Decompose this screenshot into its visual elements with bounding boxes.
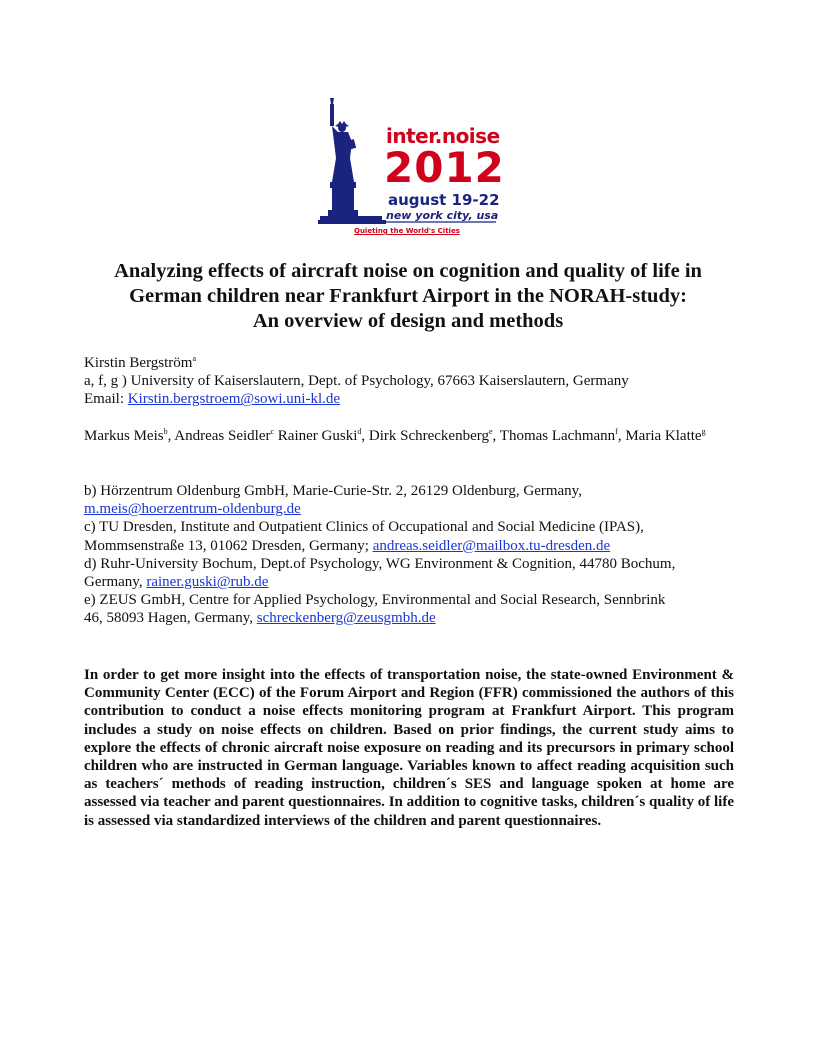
coauthor-affiliation-mark: g: [701, 427, 706, 436]
title-line: German children near Frankfurt Airport in the NORAH-study:: [129, 285, 687, 307]
affiliation-e: e) ZEUS GmbH, Centre for Applied Psychology, Environmental and Social Research, Sennbrink: [84, 592, 666, 609]
logo-year: 2012: [384, 143, 505, 192]
author-name: Kirstin Bergström: [84, 355, 193, 371]
coauthor-affiliation-mark: e: [488, 427, 493, 436]
title-line: An overview of design and methods: [252, 310, 564, 332]
paper-title: [60, 259, 756, 334]
affiliation-d-email-link[interactable]: rainer.guski@rub.de: [146, 574, 269, 591]
coauthor-name: Markus Meis: [84, 428, 164, 444]
coauthor-affiliation-mark: d: [357, 427, 362, 436]
affiliation-d-address: Germany,: [84, 574, 147, 591]
author-affiliation: a, f, g ) University of Kaiserslautern, Dept. of Psychology, 67663 Kaiserslautern, Germany: [84, 373, 629, 390]
coauthor-affiliation-mark: b: [163, 427, 168, 436]
coauthor-name: Rainer Guski: [277, 428, 358, 444]
abstract-text: In order to get more insight into the effects of transportation noise, the state-owned Environment & Community Center (ECC) of the Forum Airport and Region (FFR) commissioned the authors of this contribution to conduct a noise effects monitoring program at Frankfurt Airport. This program includes a study on noise effects on children. Based on prior findings, the current study aims to explore the effects of chronic aircraft noise exposure on reading and its precursors in primary school children who are instructed in German language. Variables known to affect reading acquisition such as teachers´ methods of reading instruction, children´s SES and language spoken at home are assessed via teacher and parent questionnaires. In addition to cognitive tasks, children´s quality of life is assessed via standardized interviews of the children and parent questionnaires.: [84, 667, 734, 829]
affiliation-e-address: 46, 58093 Hagen, Germany,: [84, 610, 257, 627]
coauthor-name: Thomas Lachmann: [499, 428, 616, 444]
logo-slogan: Quieting the World's Cities: [354, 227, 460, 235]
conference-logo: [318, 96, 508, 244]
affiliation-list: [84, 482, 734, 628]
title-line: Analyzing effects of aircraft noise on cognition and quality of life in: [114, 260, 702, 282]
email-label: Email:: [84, 391, 124, 408]
coauthor-name: Andreas Seidler: [174, 428, 271, 444]
affiliation-b: b) Hörzentrum Oldenburg GmbH, Marie-Curie-Str. 2, 26129 Oldenburg, Germany,: [84, 483, 582, 499]
affiliation-b-email-link[interactable]: m.meis@hoerzentrum-oldenburg.de: [84, 501, 301, 518]
affiliation-c-email-link[interactable]: andreas.seidler@mailbox.tu-dresden.de: [372, 537, 611, 554]
logo-city: new york city, usa: [386, 209, 499, 222]
logo-name: inter.noise: [386, 124, 500, 148]
coauthor-name: Dirk Schreckenberg: [368, 428, 489, 444]
affiliation-c: c) TU Dresden, Institute and Outpatient Clinics of Occupational and Social Medicine (IPAS),: [84, 519, 644, 536]
coauthor-affiliation-mark: c: [270, 427, 275, 436]
author-email-link[interactable]: Kirstin.bergstroem@sowi.uni-kl.de: [127, 391, 341, 408]
coauthor-list: [84, 427, 734, 445]
coauthor-line: Markus Meis$^b$, Andreas Seidler$^c$ Rainer Guski$^d$, Dirk Schreckenberg$^e$, Thomas Lachmann$^f$, Maria Klatte$^g$: [84, 427, 706, 444]
logo-dates: august 19-22: [388, 191, 500, 209]
affiliation-e-email-link[interactable]: schreckenberg@zeusgmbh.de: [256, 610, 436, 627]
affiliation-c-address: Mommsenstraße 13, 01062 Dresden, Germany;: [84, 537, 373, 554]
abstract: [84, 666, 734, 830]
coauthor-name: Maria Klatte: [625, 428, 702, 444]
corresponding-author: [84, 354, 734, 409]
author-affiliation-mark: a: [192, 354, 197, 363]
coauthor-affiliation-mark: f: [615, 427, 618, 436]
affiliation-d: d) Ruhr-University Bochum, Dept.of Psychology, WG Environment & Cognition, 44780 Bochum,: [84, 555, 676, 572]
